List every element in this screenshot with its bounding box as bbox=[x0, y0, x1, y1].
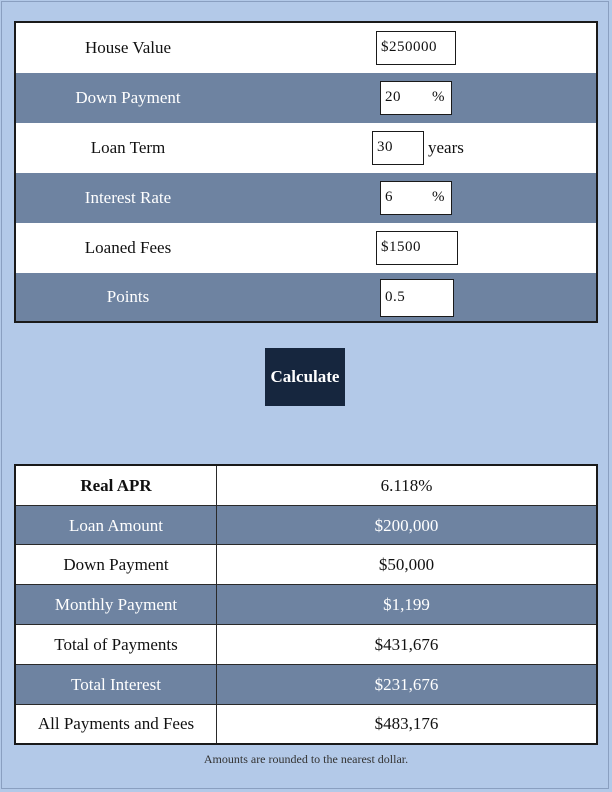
loan-term-input[interactable]: 30 bbox=[372, 131, 424, 165]
down-payment-value: 20 bbox=[385, 89, 401, 105]
down-payment-label: Down Payment bbox=[75, 88, 181, 107]
interest-rate-row bbox=[16, 173, 596, 223]
interest-rate-value: 6 bbox=[385, 189, 393, 205]
house-value-input[interactable]: $250000 bbox=[376, 31, 456, 65]
result-label: Total of Payments bbox=[16, 625, 217, 665]
calculate-button[interactable]: Calculate bbox=[265, 348, 345, 406]
result-row-total-interest bbox=[16, 665, 596, 705]
interest-rate-label: Interest Rate bbox=[84, 188, 172, 207]
house-value-label: House Value bbox=[84, 38, 172, 57]
points-label: Points bbox=[106, 287, 150, 306]
result-value: $231,676 bbox=[374, 675, 439, 694]
result-value: $1,199 bbox=[383, 595, 430, 614]
result-row-all-payments-fees bbox=[16, 705, 596, 743]
result-value: $50,000 bbox=[378, 555, 435, 574]
result-row-real-apr bbox=[16, 466, 596, 506]
result-row-monthly-payment bbox=[16, 585, 596, 625]
result-value: $431,676 bbox=[374, 635, 439, 654]
percent-unit: % bbox=[432, 89, 445, 105]
results-table bbox=[14, 464, 598, 745]
result-label: Loan Amount bbox=[16, 506, 217, 545]
result-row-down-payment bbox=[16, 545, 596, 585]
loan-term-row bbox=[16, 123, 596, 173]
loan-term-label: Loan Term bbox=[90, 138, 166, 157]
result-label: Down Payment bbox=[16, 545, 217, 585]
loaned-fees-label: Loaned Fees bbox=[84, 238, 172, 257]
loaned-fees-input[interactable]: $1500 bbox=[376, 231, 458, 265]
result-row-loan-amount bbox=[16, 506, 596, 545]
loan-input-form bbox=[14, 21, 598, 323]
result-value: $200,000 bbox=[374, 516, 439, 535]
down-payment-row bbox=[16, 73, 596, 123]
interest-rate-input[interactable] bbox=[380, 181, 452, 215]
result-value: $483,176 bbox=[374, 714, 439, 733]
result-label: Total Interest bbox=[16, 665, 217, 705]
rounding-footnote: Amounts are rounded to the nearest dollar. bbox=[203, 752, 409, 766]
result-row-total-payments bbox=[16, 625, 596, 665]
points-input[interactable]: 0.5 bbox=[380, 279, 454, 317]
result-label: Real APR bbox=[16, 466, 217, 506]
result-value: 6.118% bbox=[380, 476, 433, 495]
house-value-row bbox=[16, 23, 596, 73]
result-label: Monthly Payment bbox=[16, 585, 217, 625]
result-label: All Payments and Fees bbox=[16, 705, 217, 743]
points-row bbox=[16, 273, 596, 321]
down-payment-input[interactable] bbox=[380, 81, 452, 115]
loaned-fees-row bbox=[16, 223, 596, 273]
percent-unit: % bbox=[432, 189, 445, 205]
loan-term-suffix: years bbox=[428, 138, 464, 157]
